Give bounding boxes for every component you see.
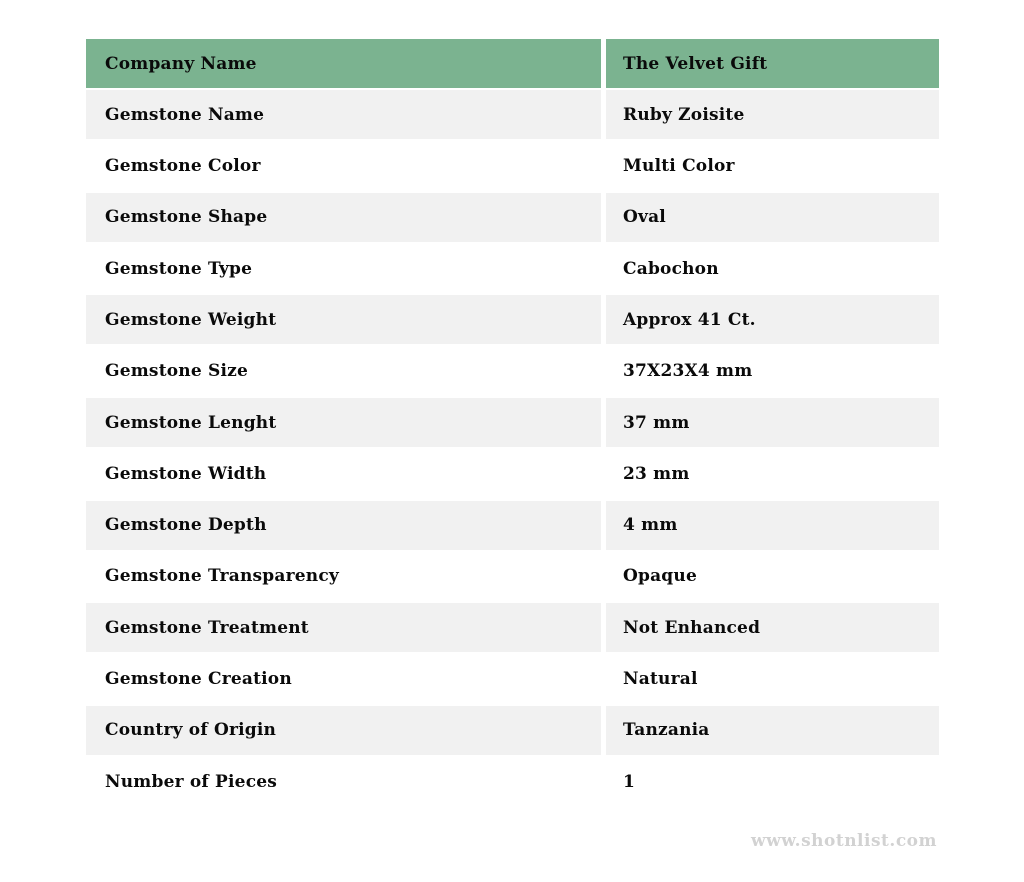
company-name-label: Company Name bbox=[105, 53, 257, 74]
spec-label-cell bbox=[86, 398, 601, 447]
table-row bbox=[86, 603, 939, 652]
table-row bbox=[86, 193, 939, 242]
spec-value: 23 mm bbox=[623, 463, 690, 484]
spec-label: Gemstone Lenght bbox=[105, 412, 277, 433]
spec-label-cell bbox=[86, 347, 601, 396]
spec-value-cell bbox=[606, 552, 939, 601]
table-row bbox=[86, 142, 939, 191]
spec-label-cell bbox=[86, 90, 601, 139]
spec-label: Gemstone Size bbox=[105, 361, 248, 382]
table-row bbox=[86, 398, 939, 447]
spec-label: Gemstone Creation bbox=[105, 669, 292, 690]
table-row bbox=[86, 757, 939, 806]
spec-value: Ruby Zoisite bbox=[623, 104, 745, 125]
spec-label-cell bbox=[86, 449, 601, 498]
spec-value-cell bbox=[606, 501, 939, 550]
spec-label: Gemstone Width bbox=[105, 463, 267, 484]
spec-value: Approx 41 Ct. bbox=[623, 309, 756, 330]
spec-value-cell bbox=[606, 142, 939, 191]
table-row bbox=[86, 706, 939, 755]
spec-label-cell bbox=[86, 501, 601, 550]
spec-value: Not Enhanced bbox=[623, 617, 761, 638]
spec-label: Gemstone Color bbox=[105, 156, 261, 177]
spec-value-cell bbox=[606, 244, 939, 293]
spec-value: Tanzania bbox=[623, 720, 710, 741]
spec-label-cell bbox=[86, 244, 601, 293]
spec-label: Gemstone Treatment bbox=[105, 617, 309, 638]
spec-label-cell bbox=[86, 757, 601, 806]
gemstone-spec-table bbox=[86, 39, 939, 808]
spec-value-cell bbox=[606, 603, 939, 652]
spec-value-cell bbox=[606, 347, 939, 396]
table-row bbox=[86, 244, 939, 293]
spec-value: 1 bbox=[623, 771, 636, 792]
spec-label-cell bbox=[86, 603, 601, 652]
spec-value-cell bbox=[606, 398, 939, 447]
watermark-text: www.shotnlist.com bbox=[750, 831, 937, 851]
spec-value: 37 mm bbox=[623, 412, 690, 433]
spec-label: Gemstone Type bbox=[105, 258, 253, 279]
spec-label-cell bbox=[86, 552, 601, 601]
table-header-row bbox=[86, 39, 939, 88]
company-name-value: The Velvet Gift bbox=[623, 53, 768, 74]
table-row bbox=[86, 449, 939, 498]
spec-value: Opaque bbox=[623, 566, 697, 587]
spec-label: Gemstone Shape bbox=[105, 207, 268, 228]
spec-value-cell bbox=[606, 90, 939, 139]
spec-value: Natural bbox=[623, 669, 698, 690]
spec-label: Country of Origin bbox=[105, 720, 277, 741]
table-row bbox=[86, 295, 939, 344]
spec-label-cell bbox=[86, 706, 601, 755]
table-row bbox=[86, 501, 939, 550]
spec-value: 37X23X4 mm bbox=[623, 361, 753, 382]
spec-label-cell bbox=[86, 193, 601, 242]
spec-label: Gemstone Name bbox=[105, 104, 265, 125]
table-row bbox=[86, 347, 939, 396]
table-row bbox=[86, 655, 939, 704]
spec-value-cell bbox=[606, 655, 939, 704]
spec-value-cell bbox=[606, 449, 939, 498]
spec-label-cell bbox=[86, 295, 601, 344]
spec-label: Gemstone Weight bbox=[105, 309, 277, 330]
spec-value: 4 mm bbox=[623, 515, 678, 536]
spec-label: Gemstone Depth bbox=[105, 515, 267, 536]
spec-value: Oval bbox=[623, 207, 666, 228]
spec-label-cell bbox=[86, 142, 601, 191]
table-row bbox=[86, 552, 939, 601]
spec-value: Cabochon bbox=[623, 258, 719, 279]
table-row bbox=[86, 90, 939, 139]
spec-value-cell bbox=[606, 295, 939, 344]
company-name-value-cell bbox=[606, 39, 939, 88]
spec-value-cell bbox=[606, 757, 939, 806]
spec-value: Multi Color bbox=[623, 156, 735, 177]
spec-value-cell bbox=[606, 706, 939, 755]
spec-value-cell bbox=[606, 193, 939, 242]
spec-label: Gemstone Transparency bbox=[105, 566, 339, 587]
spec-label-cell bbox=[86, 655, 601, 704]
spec-label: Number of Pieces bbox=[105, 771, 278, 792]
company-name-header-cell bbox=[86, 39, 601, 88]
